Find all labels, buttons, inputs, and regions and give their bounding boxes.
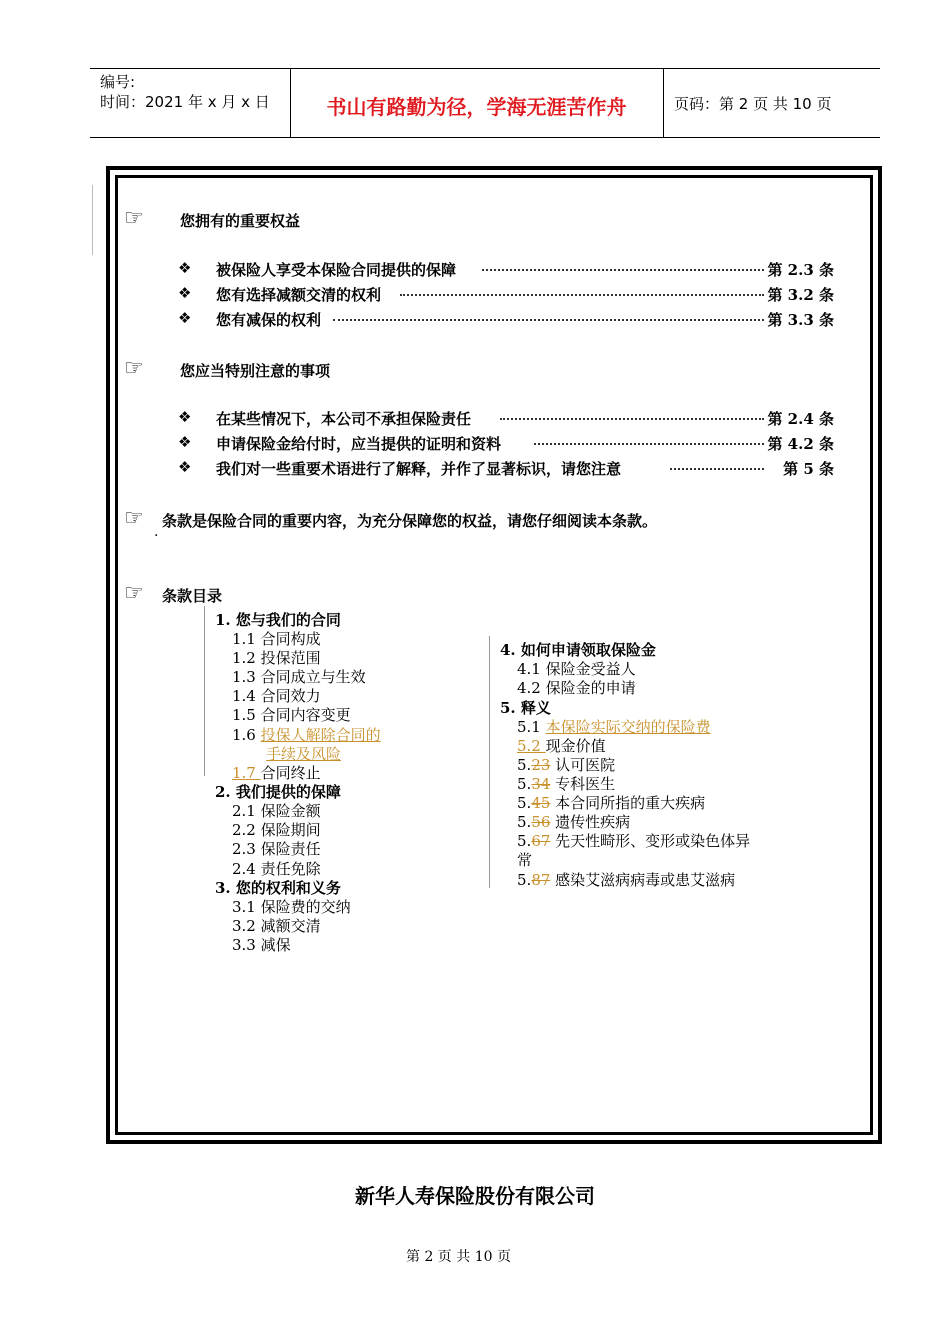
- notices-item-ref: 第 2.4 条: [767, 410, 834, 428]
- toc-item: 3.3 减保: [232, 936, 291, 954]
- header-info-cell: [90, 69, 291, 137]
- toc-item-text: 专科医生: [550, 775, 616, 793]
- rights-item-ref: 第 3.2 条: [767, 286, 834, 304]
- rights-item: [178, 309, 834, 331]
- diamond-bullet-icon: ❖: [178, 433, 192, 451]
- leader-dots: [534, 443, 764, 445]
- company-name: 新华人寿保险股份有限公司: [355, 1184, 595, 1208]
- toc-item: 3.2 减额交清: [232, 917, 321, 935]
- revision-bar: [489, 636, 490, 888]
- toc-section-4: 4. 如何申请领取保险金: [500, 641, 656, 659]
- toc-item-number: 5.: [517, 756, 532, 774]
- toc-item-number: 5.: [517, 775, 532, 793]
- toc-item-number-link[interactable]: 5.2: [517, 737, 546, 755]
- rights-item-ref: 第 3.3 条: [767, 311, 834, 329]
- notices-item-ref: 第 5 条: [783, 460, 834, 478]
- toc-item: 2.2 保险期间: [232, 821, 321, 839]
- diamond-bullet-icon: ❖: [178, 309, 192, 327]
- toc-item-revised: [517, 773, 615, 794]
- toc-section-5: 5. 释义: [500, 699, 551, 717]
- toc-item-revised: [517, 811, 630, 832]
- toc-section-3: 3. 您的权利和义务: [215, 879, 341, 897]
- toc-item: 1.4 合同效力: [232, 687, 321, 705]
- notices-item: [178, 408, 834, 430]
- toc-item-deleted-number: 56: [531, 813, 551, 831]
- notices-item-text: 申请保险金给付时，应当提供的证明和资料: [216, 435, 502, 453]
- document-date-label: 时间：2021 年 x 月 x 日: [100, 93, 270, 111]
- toc-item: 1.2 投保范围: [232, 649, 321, 667]
- toc-item-number: 5.: [517, 832, 532, 850]
- pointing-hand-icon: ☞: [124, 206, 144, 231]
- leader-dots: [670, 468, 764, 470]
- stray-dot: ·: [154, 528, 159, 544]
- notices-item-text: 我们对一些重要术语进行了解释，并作了显著标识，请您注意: [216, 460, 622, 478]
- toc-item-number: 5.1: [517, 718, 546, 736]
- pointing-hand-icon: ☞: [124, 356, 144, 381]
- toc-item-text: 先天性畸形、变形或染色体异: [550, 832, 751, 850]
- toc-item-number: 5.: [517, 794, 532, 812]
- toc-title: 条款目录: [162, 587, 223, 605]
- toc-item: 2.1 保险金额: [232, 802, 321, 820]
- leader-dots: [500, 418, 764, 420]
- toc-item: 3.1 保险费的交纳: [232, 898, 351, 916]
- rights-item: [178, 284, 834, 306]
- leader-dots: [400, 294, 764, 296]
- page-footer: 第 2 页 共 10 页: [406, 1249, 511, 1265]
- toc-item: 2.4 责任免除: [232, 860, 321, 878]
- toc-item-revised: [517, 869, 735, 890]
- rights-item-text: 您有减保的权利: [216, 311, 322, 329]
- toc-item: 1.3 合同成立与生效: [232, 668, 366, 686]
- toc-item-revised: [232, 762, 321, 783]
- toc-item-deleted-number: 87: [531, 871, 551, 889]
- toc-item-cont: 常: [517, 851, 533, 869]
- header-motto-cell: [290, 69, 664, 137]
- rights-item-ref: 第 2.3 条: [767, 261, 834, 279]
- toc-item: 1.1 合同构成: [232, 630, 321, 648]
- toc-section-1: 1. 您与我们的合同: [215, 611, 341, 629]
- toc-item-deleted-number: 67: [531, 832, 551, 850]
- diamond-bullet-icon: ❖: [178, 284, 192, 302]
- toc-item: 1.5 合同内容变更: [232, 706, 351, 724]
- toc-item-number: 1.6: [232, 726, 261, 744]
- leader-dots: [333, 319, 764, 321]
- header-page-cell: [664, 69, 880, 137]
- clause-note: 条款是保险合同的重要内容，为充分保障您的权益，请您仔细阅读本条款。: [162, 512, 658, 530]
- toc-item-text: 合同终止: [260, 764, 321, 782]
- toc-section-2: 2. 我们提供的保障: [215, 783, 341, 801]
- toc-item: 2.3 保险责任: [232, 840, 321, 858]
- toc-item-number: 5.: [517, 871, 532, 889]
- rights-item-text: 被保险人享受本保险合同提供的保障: [216, 261, 457, 279]
- toc-item-revised: [517, 830, 750, 851]
- margin-line: [92, 185, 93, 255]
- toc-item-revised: [232, 724, 381, 745]
- header-motto: 书山有路勤为径，学海无涯苦作舟: [326, 95, 627, 119]
- toc-item-text: 认可医院: [550, 756, 616, 774]
- toc-item-text: 感染艾滋病病毒或患艾滋病: [550, 871, 736, 889]
- notices-item-ref: 第 4.2 条: [767, 435, 834, 453]
- toc-item-revised: [517, 792, 705, 813]
- toc-item-number-link[interactable]: 1.7: [232, 764, 261, 782]
- toc-item-link[interactable]: 本保险实际交纳的保险费: [545, 718, 711, 736]
- notices-item: [178, 458, 834, 480]
- diamond-bullet-icon: ❖: [178, 458, 192, 476]
- leader-dots: [482, 269, 764, 271]
- toc-item-text: 现金价值: [545, 737, 606, 755]
- toc-item-link[interactable]: 投保人解除合同的: [260, 726, 381, 744]
- rights-item-text: 您有选择减额交清的权利: [216, 286, 382, 304]
- toc-item-deleted-number: 34: [531, 775, 551, 793]
- header-page-number: 页码：第 2 页 共 10 页: [674, 95, 832, 113]
- toc-item: 4.2 保险金的申请: [517, 679, 636, 697]
- toc-item-deleted-number: 45: [531, 794, 551, 812]
- diamond-bullet-icon: ❖: [178, 408, 192, 426]
- toc-item-text: 遗传性疾病: [550, 813, 631, 831]
- toc-item-revised: [517, 716, 711, 737]
- page-header: [90, 68, 880, 138]
- toc-item-revised-cont: [266, 743, 341, 764]
- notices-title: 您应当特别注意的事项: [180, 362, 331, 380]
- revision-bar: [204, 606, 205, 776]
- rights-item: [178, 259, 834, 281]
- notices-item-text: 在某些情况下，本公司不承担保险责任: [216, 410, 472, 428]
- rights-title: 您拥有的重要权益: [180, 212, 301, 230]
- pointing-hand-icon: ☞: [124, 506, 144, 531]
- toc-item-deleted-number: 23: [531, 756, 551, 774]
- toc-item-text: 本合同所指的重大疾病: [550, 794, 706, 812]
- toc-item-link[interactable]: 手续及风险: [266, 745, 342, 763]
- toc-item-revised: [517, 754, 615, 775]
- pointing-hand-icon: ☞: [124, 581, 144, 606]
- toc-item-number: 5.: [517, 813, 532, 831]
- toc-item-revised: [517, 735, 606, 756]
- toc-item: 4.1 保险金受益人: [517, 660, 636, 678]
- document-number-label: 编号:: [100, 73, 136, 91]
- notices-item: [178, 433, 834, 455]
- diamond-bullet-icon: ❖: [178, 259, 192, 277]
